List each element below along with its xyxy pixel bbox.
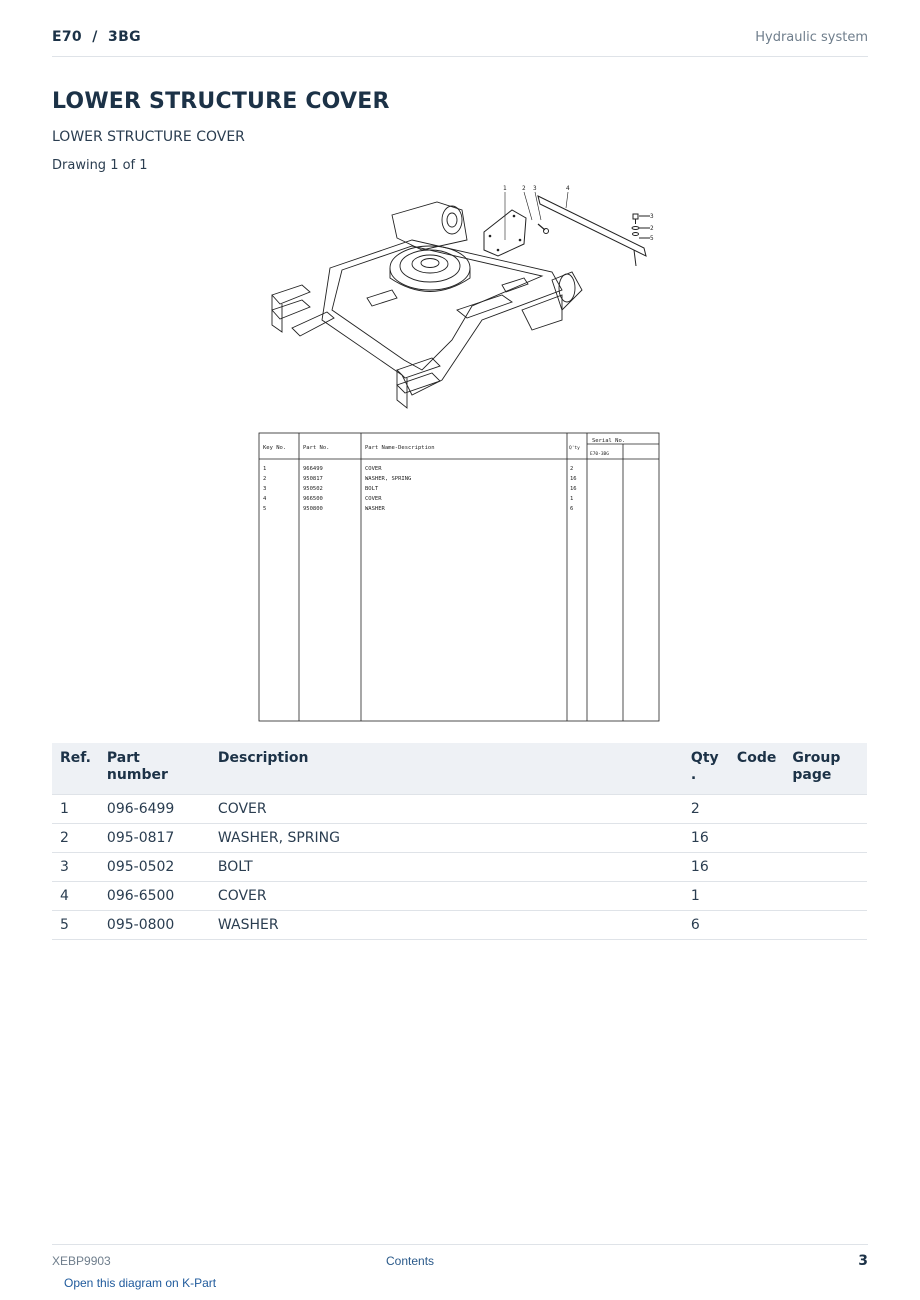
page-number: 3 [858, 1253, 868, 1269]
cell-ref: 3 [52, 853, 99, 882]
cell-ref: 1 [52, 795, 99, 824]
cell-qty: 2 [683, 795, 729, 824]
parts-table [52, 743, 867, 940]
cell-group-page [784, 882, 867, 911]
cell-qty: 16 [683, 824, 729, 853]
scan-header-name: Part Name-Description [365, 445, 435, 451]
side-callout-3: 3 [650, 213, 654, 220]
parts-table-header [52, 743, 867, 795]
cell-part-number: 095-0817 [99, 824, 210, 853]
scan-row-part: 966500 [303, 496, 323, 502]
callout-4: 4 [566, 185, 570, 192]
scan-row-part: 966499 [303, 466, 323, 472]
scan-row-qty: 16 [570, 486, 577, 492]
cell-description: COVER [210, 795, 683, 824]
cell-group-page [784, 853, 867, 882]
open-in-kpart-link[interactable]: Open this diagram on K-Part [64, 1276, 217, 1290]
table-row [52, 882, 867, 911]
header-code: Code [729, 743, 784, 795]
cell-description: BOLT [210, 853, 683, 882]
side-callout-2: 2 [650, 225, 654, 232]
contents-link[interactable]: Contents [386, 1254, 435, 1268]
table-row [52, 911, 867, 940]
scan-row-name: WASHER, SPRING [365, 476, 412, 482]
cell-description: WASHER, SPRING [210, 824, 683, 853]
scanned-parts-list [258, 432, 660, 722]
callout-2: 2 [522, 185, 526, 192]
cell-group-page [784, 795, 867, 824]
cell-code [729, 795, 784, 824]
cell-part-number: 096-6499 [99, 795, 210, 824]
scan-row-key: 4 [263, 496, 267, 502]
model-label: E70 / 3BG [52, 29, 141, 45]
document-id: XEBP9903 [52, 1254, 111, 1268]
scan-header-qty: Q'ty [569, 446, 580, 451]
scan-row-name: WASHER [365, 506, 385, 512]
header-group-page: Group page [784, 743, 867, 795]
cell-description: WASHER [210, 911, 683, 940]
scan-row-name: COVER [365, 466, 382, 472]
header-description: Description [210, 743, 683, 795]
section-label: Hydraulic system [755, 30, 868, 45]
scan-row-qty: 2 [570, 466, 574, 472]
page-title: LOWER STRUCTURE COVER [52, 89, 390, 114]
page-header [52, 28, 868, 57]
cell-qty: 16 [683, 853, 729, 882]
scan-row-part: 950817 [303, 476, 323, 482]
scan-row-key: 1 [263, 466, 267, 472]
scan-row-name: COVER [365, 496, 382, 502]
scan-row-key: 5 [263, 506, 267, 512]
exploded-parts-diagram [262, 180, 662, 415]
scan-header-key: Key No. [263, 445, 287, 451]
cell-description: COVER [210, 882, 683, 911]
table-row [52, 853, 867, 882]
scan-row-qty: 16 [570, 476, 577, 482]
page-subtitle: LOWER STRUCTURE COVER [52, 129, 245, 145]
cell-qty: 1 [683, 882, 729, 911]
scan-row-part: 950800 [303, 506, 323, 512]
cell-code [729, 911, 784, 940]
scan-row-key: 2 [263, 476, 267, 482]
drawing-count: Drawing 1 of 1 [52, 158, 148, 173]
scan-row-qty: 1 [570, 496, 574, 502]
cell-code [729, 882, 784, 911]
scan-header-serial: Serial No. [592, 438, 626, 444]
cell-ref: 2 [52, 824, 99, 853]
cell-group-page [784, 911, 867, 940]
cell-part-number: 095-0502 [99, 853, 210, 882]
scan-row-name: BOLT [365, 486, 379, 492]
scan-row-qty: 6 [570, 506, 574, 512]
scan-header-part: Part No. [303, 445, 330, 451]
cell-code [729, 824, 784, 853]
cell-ref: 5 [52, 911, 99, 940]
cell-ref: 4 [52, 882, 99, 911]
table-row [52, 824, 867, 853]
scan-row-key: 3 [263, 486, 267, 492]
callout-1: 1 [503, 185, 507, 192]
cell-part-number: 096-6500 [99, 882, 210, 911]
header-part-number: Part number [99, 743, 210, 795]
header-ref: Ref. [52, 743, 99, 795]
scan-header-serial-model: E70-3BG [590, 452, 609, 457]
side-callout-5: 5 [650, 235, 654, 242]
cell-part-number: 095-0800 [99, 911, 210, 940]
cell-code [729, 853, 784, 882]
cell-qty: 6 [683, 911, 729, 940]
cell-group-page [784, 824, 867, 853]
header-qty: Qty . [683, 743, 729, 795]
scan-row-part: 950502 [303, 486, 323, 492]
table-row [52, 795, 867, 824]
callout-3: 3 [533, 185, 537, 192]
